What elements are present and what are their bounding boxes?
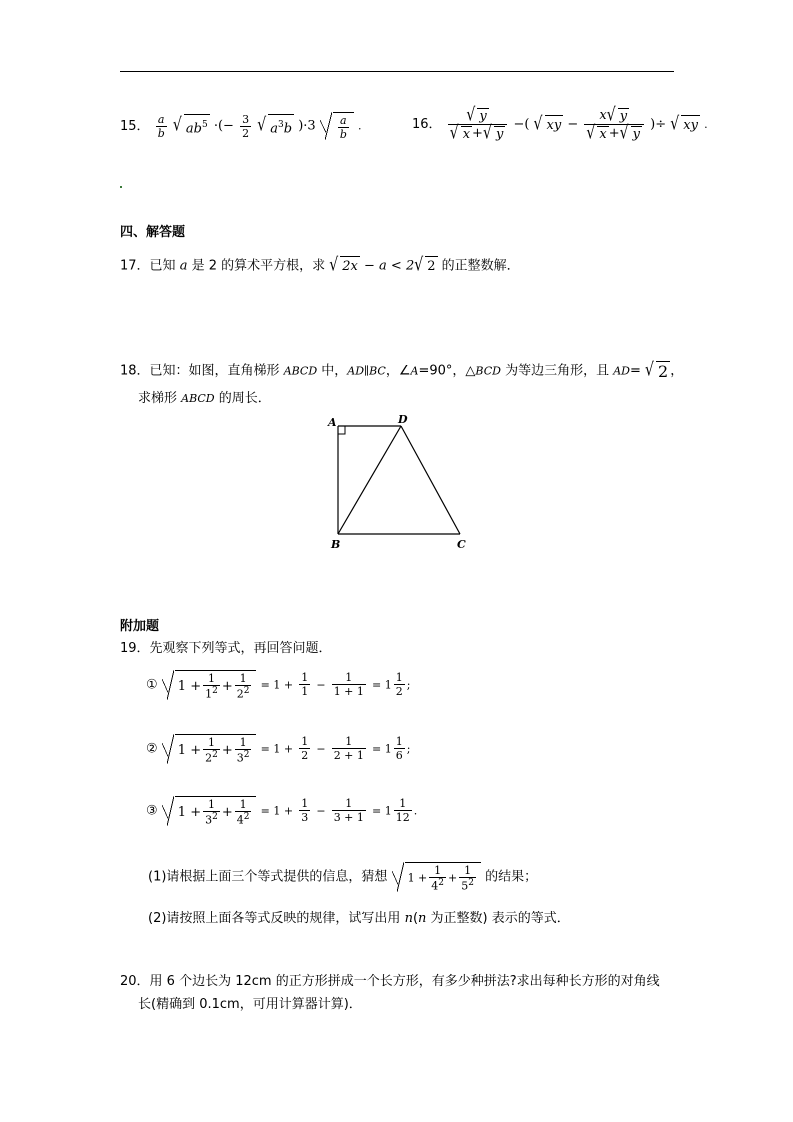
radical: √ xy (670, 115, 700, 135)
question-16: 16． √ y √ x +√ y −( √ xy − x√ y √ x +√ y )÷ √ xy . (412, 108, 708, 141)
stray-mark (120, 186, 122, 188)
question-20-line-2: 长(精确到 0.1cm，可用计算器计算)． (138, 997, 362, 1012)
trapezoid-figure (326, 410, 476, 556)
question-17: 17．已知 a 是 2 的算术平方根，求 √ 2x − a < 2√ 2 的正整数解． (120, 256, 520, 276)
question-20-line-1: 20．用 6 个边长为 12cm 的正方形拼成一个长方形，有多少种拼法?求出每种长方形的对角线 (120, 974, 660, 989)
question-number: 16． (412, 117, 442, 132)
label-b: B (331, 538, 341, 551)
radical: √ xy (534, 115, 564, 135)
fraction: √ y √ x +√ y (448, 108, 508, 141)
fraction: $\frac{a}{b}$ (157, 112, 165, 140)
question-18-line-1: 18．已知：如图，直角梯形 ABCD 中，AD∥BC，∠A=90°，△BCD 为等边三角形，且 AD= √ 2 ， (120, 361, 683, 381)
section-heading: 四、解答题 (120, 225, 186, 240)
radical: 1 + $\frac{1}{1^2}$ + $\frac{1}{2^2}$ (162, 670, 257, 700)
question-19-intro: 19．先观察下列等式，再回答问题． (120, 641, 332, 656)
question-19-part-1: (1)请根据上面三个等式提供的信息，猜想 1 + $\frac{1}{4^2}$ + $\frac{1}{5^2}$ 的结果； (148, 864, 538, 893)
question-15: 15． $\frac{a}{b}$ √ $ab^5$ ·(− $\frac{3}{2}$ √ $a^3b$ )·3 $\frac{a}{b}$ . (120, 112, 362, 140)
question-19-part-2: (2)请按照上面各等式反映的规律，试写出用 n(n 为正整数) 表示的等式． (148, 911, 570, 926)
label-d: D (398, 413, 408, 426)
radical: √ $ab^5$ (173, 114, 210, 138)
equation-3: ③ 1 + $\frac{1}{3^2}$ + $\frac{1}{4^2}$ = 1 + $\frac{1}{3}$ − $\frac{1}{3 + 1}$ = 1 $\frac{1}{12}$ . (146, 797, 418, 827)
question-18-line-2: 求梯形 ABCD 的周长． (138, 391, 271, 406)
radical: 1 + $\frac{1}{4^2}$ + $\frac{1}{5^2}$ (392, 862, 481, 892)
equation-2: ② 1 + $\frac{1}{2^2}$ + $\frac{1}{3^2}$ = 1 + $\frac{1}{2}$ − $\frac{1}{2 + 1}$ = 1 $\frac{1}{6}$ ; (146, 735, 411, 765)
label-c: C (457, 538, 466, 551)
fraction: $\frac{3}{2}$ (242, 112, 250, 140)
question-number: 15． (120, 118, 150, 134)
label-a: A (328, 416, 337, 429)
header-rule (120, 71, 674, 72)
equation-1: ① 1 + $\frac{1}{1^2}$ + $\frac{1}{2^2}$ = 1 + $\frac{1}{1}$ − $\frac{1}{1 + 1}$ = 1 $\frac{1}{2}$ ; (146, 671, 411, 701)
bonus-heading: 附加题 (120, 619, 160, 634)
radical: 1 + $\frac{1}{3^2}$ + $\frac{1}{4^2}$ (162, 796, 257, 826)
fraction: x√ y √ x +√ y (584, 108, 644, 141)
radical: √ $a^3b$ (257, 114, 294, 138)
radical: $\frac{a}{b}$ (320, 112, 354, 140)
right-angle-mark (338, 426, 345, 434)
radical: 1 + $\frac{1}{2^2}$ + $\frac{1}{3^2}$ (162, 734, 257, 764)
diagonal-bd (338, 426, 401, 534)
side-dc (401, 426, 460, 534)
